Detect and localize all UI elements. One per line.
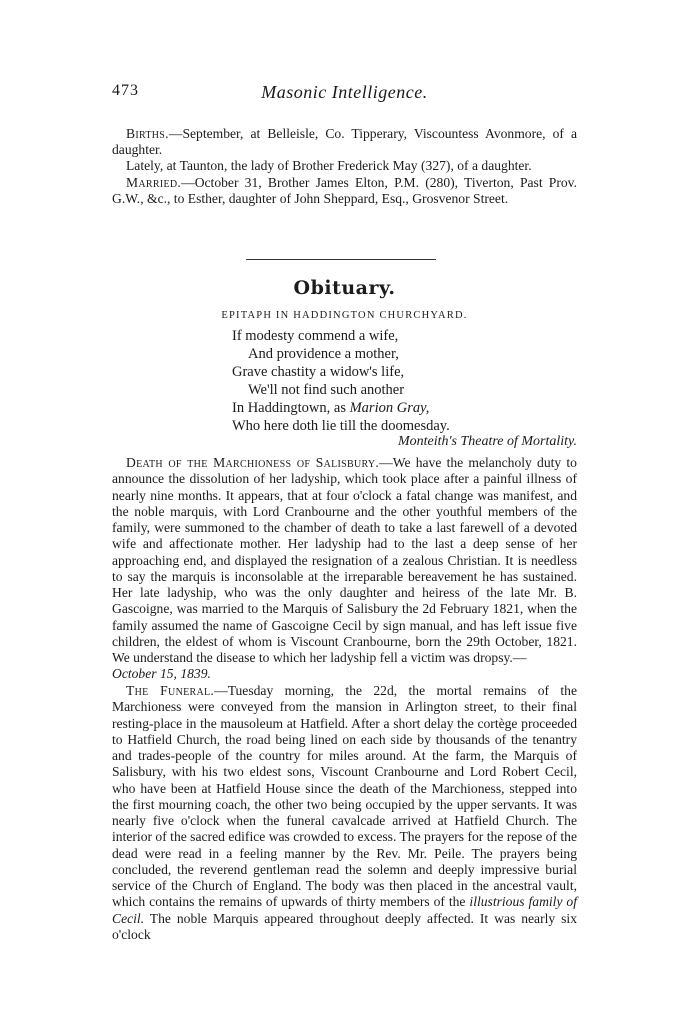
epitaph-poem: [232, 327, 450, 435]
attribution-title: Monteith's Theatre: [397, 434, 504, 449]
births-and-marriages-section: [112, 126, 577, 207]
poem-line: Who here doth lie till the doomesday.: [232, 418, 450, 434]
death-label: Death of the Marchioness of Salisbury.: [126, 455, 380, 470]
section-divider: [246, 259, 436, 260]
married-label: Married.: [126, 174, 182, 190]
births-text-2: Lately, at Taunton, the lady of Brother Frederick May (327), of a daughter.: [126, 158, 532, 174]
epitaph-heading: EPITAPH IN HADDINGTON CHURCHYARD.: [221, 310, 468, 321]
poem-line: We'll not find such another: [248, 382, 405, 398]
funeral-section: [112, 683, 577, 943]
poem-line: [232, 399, 450, 417]
married-paragraph: [112, 175, 577, 207]
death-date: October 15, 1839.: [112, 666, 211, 682]
poem-line-5-text: In Haddingtown, as: [232, 400, 350, 416]
obituary-heading: Obituary.: [293, 277, 396, 299]
married-text: —October 31, Brother James Elton, P.M. (280), Tiverton, Past Prov. G.W., &c., to Esther, daughter of John Sheppard, Esq., Grosvenor Street.: [112, 174, 577, 206]
death-paragraph: [112, 455, 577, 683]
poem-line: If modesty commend a wife,: [232, 328, 399, 344]
births-label: Births.: [126, 126, 169, 141]
poem-line: And providence a mother,: [248, 346, 399, 362]
page-number: 473: [112, 82, 139, 99]
death-text: —We have the melancholy duty to announce the dissolution of her ladyship, which took place after a painful illness of nearly nine months. It appears, that at four o'clock a fatal change was manifest, and the noble marquis, with Lord Cranbourne and the other youthful members of the family, were summoned to the chamber of death to take a last farewell of a devoted wife and affectionate mother. Her ladyship had to the last a deep sense of her approaching end, and displayed the resignation of a zealous Christian. It is needless to say the marquis is inconsolable at the irreparable bereavement he has sustained. Her late ladyship, who was the only daughter and heiress of the late Mr. B. Gascoigne, was married to the Marquis of Salisbury the 2d February 1821, when the family assumed the name of Gascoigne Cecil by sign manual, and has left issue five children, the eldest of whom is Viscount Cranbourne, born the 29th October, 1821. We understand the disease to which her ladyship fell a victim was dropsy.—: [112, 455, 577, 665]
attribution-title-end: of Mortality.: [503, 434, 577, 449]
running-title: Masonic Intelligence.: [261, 82, 428, 102]
births-paragraph: [112, 126, 577, 158]
births-paragraph-2: [112, 158, 577, 174]
funeral-italic-phrase: illustrious family of Cecil.: [112, 894, 577, 926]
poem-attribution: [112, 434, 577, 450]
funeral-label: The Funeral.: [126, 683, 215, 698]
poem-name: Marion Gray,: [349, 400, 430, 416]
funeral-text-end: The noble Marquis appeared throughout deeply affected. It was nearly six o'clock: [112, 910, 577, 942]
births-text: —September, at Belleisle, Co. Tipperary, Viscountess Avonmore, of a daughter.: [112, 126, 577, 158]
funeral-text: —Tuesday morning, the 22d, the mortal remains of the Marchioness were conveyed from the mansion in Arlington street, to their final resting-place in the mausoleum at Hatfield. After a short delay the cortège proceeded to Hatfield Church, the road being lined on each side by thousands of the tenantry and trades-people of the country for miles around. At the farm, the Marquis of Salisbury, with his two eldest sons, Viscount Cranbourne and Lord Robert Cecil, who have been at Hatfield House since the death of the Marchioness, stepped into the first mourning coach, the other two being occupied by the upper servants. It was nearly five o'clock when the funeral cavalcade arrived at Hatfield Church. The interior of the sacred edifice was crowded to excess. The prayers for the repose of the dead were read in a feeling manner by the Rev. Mr. Peile. The prayers being concluded, the reverend gentleman read the solemn and deeply impressive burial service of the Church of England. The body was then placed in the ancestral vault, which contains the remains of upwards of thirty members of the: [112, 683, 577, 910]
poem-line: Grave chastity a widow's life,: [232, 364, 405, 380]
page-header: [112, 82, 577, 108]
funeral-paragraph: [112, 683, 577, 943]
marchioness-death-section: [112, 455, 577, 683]
